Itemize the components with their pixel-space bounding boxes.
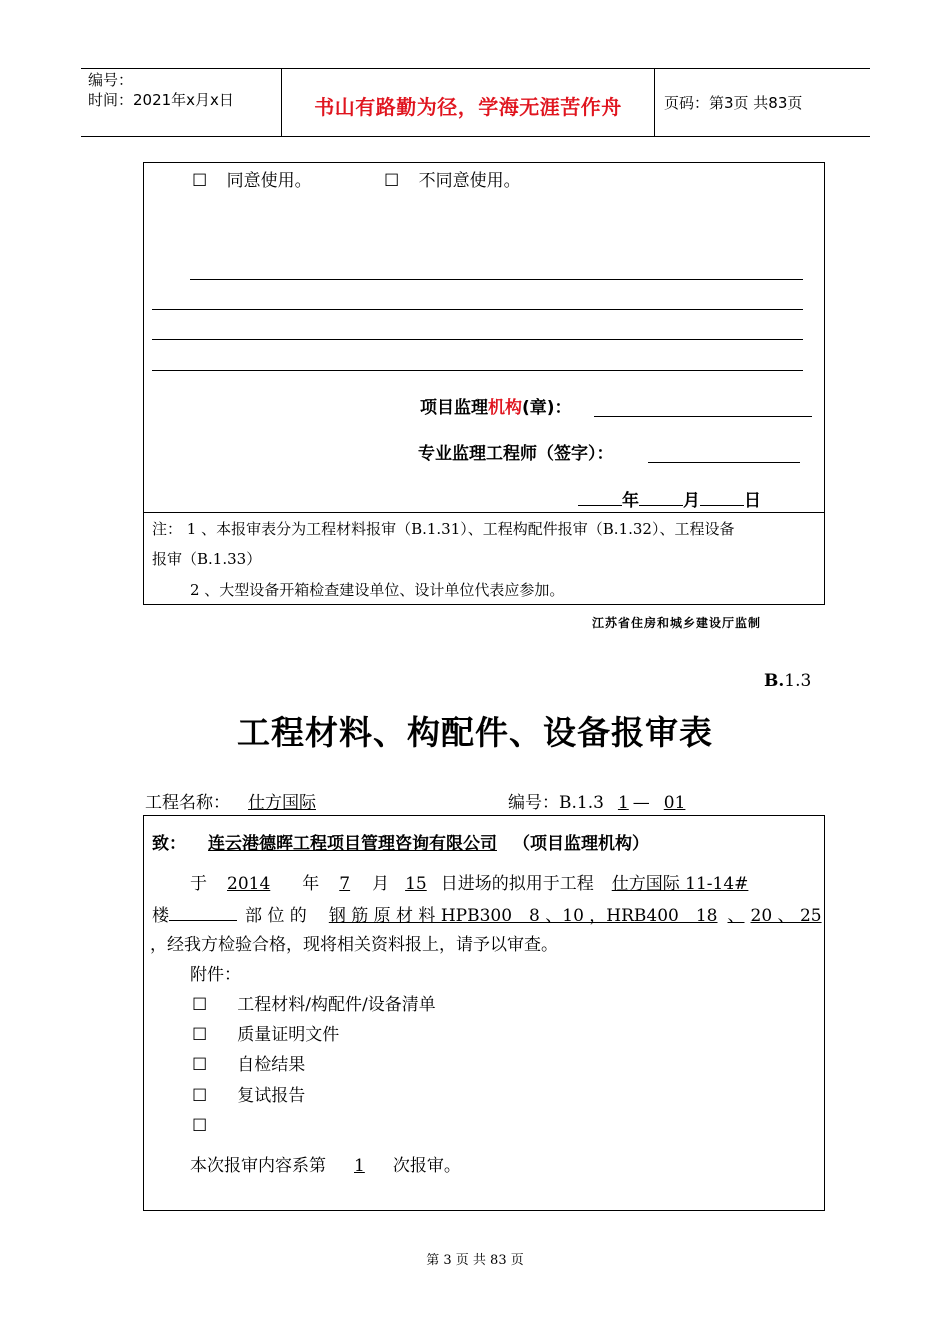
attachment-item[interactable]: ☐ 自检结果	[192, 1055, 306, 1075]
notes-divider	[143, 512, 825, 513]
project-name-label: 工程名称：	[145, 793, 230, 813]
recipient-suffix: （项目监理机构）	[513, 834, 649, 854]
attachment-checkbox[interactable]: ☐	[192, 1055, 208, 1075]
entry-month[interactable]: 7	[339, 874, 351, 894]
review-month-blank[interactable]	[639, 487, 683, 506]
engineer-sign-line[interactable]	[648, 462, 800, 463]
attachment-item[interactable]: ☐ 工程材料/构配件/设备清单	[192, 995, 436, 1015]
disagree-label: 不同意使用。	[418, 171, 521, 191]
review-date: 年 月 日	[578, 487, 761, 512]
notes-line-3: 2 、大型设备开箱检查建设单位、设计单位代表应参加。	[190, 581, 565, 599]
project-name-value[interactable]: 仕方国际	[248, 793, 316, 813]
attachment-checkbox[interactable]: ☐	[192, 1086, 208, 1106]
org-seal-label: 项目监理机构(章)：	[420, 398, 572, 418]
page-footer: 第 3 页 共 83 页	[426, 1253, 524, 1268]
header-divider-right	[654, 68, 655, 136]
notes-line-1: 注： 1 、本报审表分为工程材料报审（B.1.31）、工程构配件报审（B.1.32）、工程设备	[152, 520, 735, 538]
recipient-row	[152, 833, 649, 855]
review-day-blank[interactable]	[700, 487, 744, 506]
project-name-row	[145, 792, 372, 814]
motto: 书山有路勤为径，学海无涯苦作舟	[314, 95, 622, 119]
project-number-mid[interactable]: 1	[617, 793, 629, 813]
comment-line-4[interactable]	[152, 370, 803, 371]
project-number-end[interactable]: 01	[663, 793, 686, 813]
location-blank[interactable]	[169, 903, 237, 921]
recipient-org[interactable]: 连云港德晖工程项目管理咨询有限公司	[208, 834, 497, 854]
paragraph-line-1: 于 2014 年 7 月 15 日进场的拟用于工程 仕方国际 11-14#	[190, 874, 749, 894]
notes-line-2: 报审（B.1.33）	[152, 550, 262, 568]
comment-line-2[interactable]	[152, 309, 803, 310]
target-project[interactable]: 仕方国际 11-14#	[611, 874, 749, 894]
attachment-checkbox[interactable]: ☐	[192, 995, 208, 1015]
attachment-item[interactable]: ☐ 质量证明文件	[192, 1025, 340, 1045]
form-code: B.1.3	[764, 671, 812, 691]
attachment-item[interactable]	[192, 1115, 237, 1137]
entry-year[interactable]: 2014	[227, 874, 271, 894]
paragraph-line-3: ，经我方检验合格，现将相关资料报上，请予以审查。	[150, 935, 558, 955]
agree-label: 同意使用。	[226, 171, 312, 191]
disagree-option[interactable]	[384, 170, 521, 192]
agree-checkbox[interactable]: ☐	[192, 171, 208, 191]
form-title: 工程材料、构配件、设备报审表	[237, 713, 713, 752]
issuer-label: 江苏省住房和城乡建设厅监制	[592, 616, 762, 630]
attachment-checkbox[interactable]: ☐	[192, 1025, 208, 1045]
entry-day[interactable]: 15	[405, 874, 427, 894]
serial-label: 编号：	[88, 71, 134, 89]
project-number-row: 编号：B.1.3 1 — 01	[508, 792, 715, 814]
project-number-label: 编号：B.1.3	[508, 793, 604, 813]
comment-line-3[interactable]	[152, 339, 803, 340]
engineer-sign-label: 专业监理工程师（签字）：	[418, 444, 614, 464]
material-spec-tail[interactable]: 20 、 25	[750, 906, 822, 926]
page-info: 页码：第3页 共83页	[664, 94, 803, 112]
comment-line-1[interactable]	[190, 279, 803, 280]
review-year-blank[interactable]	[578, 487, 622, 506]
to-label: 致：	[152, 834, 186, 854]
material-spec[interactable]: 钢 筋 原 材 料 HPB300 8 、10 ，HRB400 18	[328, 906, 718, 926]
time-label: 时间：2021年x月x日	[88, 91, 234, 109]
disagree-checkbox[interactable]: ☐	[384, 171, 400, 191]
submission-count-row: 本次报审内容系第 1 次报审。	[190, 1156, 461, 1176]
agree-option[interactable]	[192, 170, 312, 192]
attachments-label: 附件：	[190, 965, 241, 985]
submission-count[interactable]: 1	[354, 1156, 365, 1176]
org-seal-line[interactable]	[594, 416, 812, 417]
attachment-checkbox[interactable]: ☐	[192, 1116, 208, 1136]
header-bottom-rule	[81, 136, 870, 137]
header-top-rule	[81, 68, 870, 69]
paragraph-line-2: 楼 部 位 的 钢 筋 原 材 料 HPB300 8 、10 ，HRB400 18 、 20 、 25	[152, 903, 822, 927]
attachment-item[interactable]: ☐ 复试报告	[192, 1086, 306, 1106]
